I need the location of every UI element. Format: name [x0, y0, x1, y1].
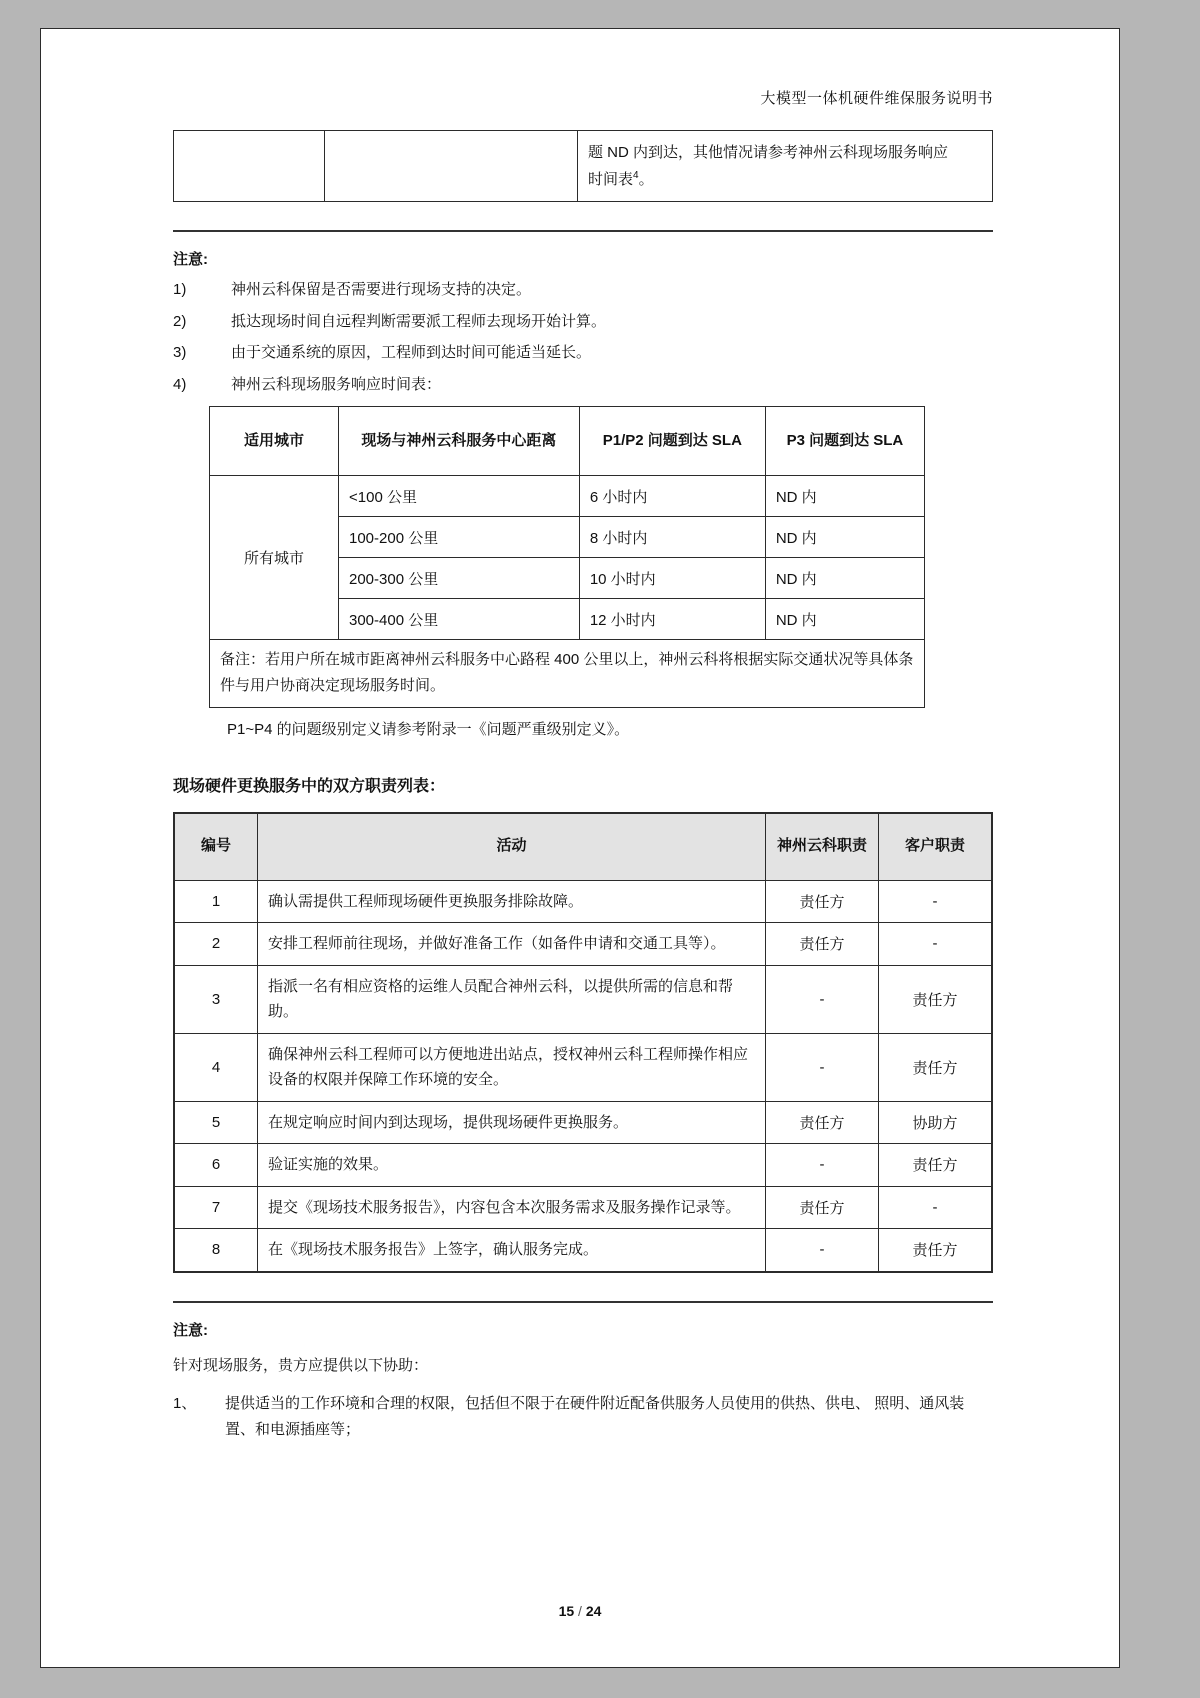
list-item-text: 抵达现场时间自远程判断需要派工程师去现场开始计算。 [231, 312, 607, 330]
notes-list-1 [173, 279, 993, 396]
sla-distance: 300-400 公里 [339, 599, 580, 640]
responsibility-table [173, 812, 993, 1273]
resp-activity: 确认需提供工程师现场硬件更换服务排除故障。 [258, 880, 766, 923]
resp-owner: 责任方 [766, 1186, 879, 1229]
list-item-number: 1) [173, 281, 187, 298]
table-row [174, 1033, 992, 1101]
footer-separator: / [578, 1603, 582, 1619]
list-item [173, 374, 993, 397]
notes-lead-2: 针对现场服务，贵方应提供以下协助： [173, 1356, 429, 1374]
notes-label-2: 注意: [173, 1321, 208, 1339]
continuation-cell-3 [578, 131, 993, 202]
resp-customer: 协助方 [879, 1101, 993, 1144]
list-item [173, 311, 993, 334]
footer-total-pages: 24 [585, 1603, 602, 1619]
list-item-text: 神州云科现场服务响应时间表： [231, 375, 442, 393]
resp-no: 4 [174, 1033, 258, 1101]
table-row [174, 1186, 992, 1229]
continuation-line-2-text: 时间表 [588, 171, 634, 188]
list-item-number: 4) [173, 375, 187, 393]
resp-customer: - [879, 923, 993, 966]
notes-list-2 [173, 1391, 993, 1444]
resp-header-owner: 神州云科职责 [766, 813, 879, 881]
resp-activity: 确保神州云科工程师可以方便地进出站点，授权神州云科工程师操作相应设备的权限并保障工作环境的安全。 [258, 1033, 766, 1101]
table-row [174, 1101, 992, 1144]
table-row [210, 476, 925, 517]
footer-page-number: 15 [558, 1603, 575, 1619]
resp-header-customer: 客户职责 [879, 813, 993, 881]
resp-no: 8 [174, 1229, 258, 1272]
resp-customer: - [879, 1186, 993, 1229]
list-item-line-2: 照明、通风装置、和电源插座等； [225, 1394, 965, 1438]
resp-no: 6 [174, 1144, 258, 1187]
table-row [174, 131, 993, 202]
list-item-line-1: 提供适当的工作环境和合理的权限，包括但不限于在硬件附近配备供服务人员使用的供热、供电、 [225, 1394, 871, 1412]
section-heading-responsibilities: 现场硬件更换服务中的双方职责列表： [173, 777, 446, 795]
resp-owner: - [766, 1144, 879, 1187]
list-item-number: 2) [173, 312, 187, 330]
resp-activity: 安排工程师前往现场，并做好准备工作（如备件申请和交通工具等）。 [258, 923, 766, 966]
table-header-row [174, 813, 992, 881]
sla-city-value: 所有城市 [210, 476, 339, 640]
resp-no: 3 [174, 965, 258, 1033]
sla-header-city: 适用城市 [210, 407, 339, 476]
resp-owner: 责任方 [766, 1101, 879, 1144]
table-row [174, 923, 992, 966]
sla-header-p3: P3 问题到达 SLA [765, 407, 924, 476]
resp-no: 2 [174, 923, 258, 966]
sla-p12: 8 小时内 [579, 517, 765, 558]
sla-p3: ND 内 [765, 517, 924, 558]
continuation-line-2-end: 。 [638, 171, 654, 188]
sla-header-distance: 现场与神州云科服务中心距离 [339, 407, 580, 476]
sla-p12: 10 小时内 [579, 558, 765, 599]
list-item [173, 342, 993, 365]
table-row [174, 965, 992, 1033]
sla-p12: 12 小时内 [579, 599, 765, 640]
notes-label-1: 注意: [173, 251, 208, 268]
sla-distance: 100-200 公里 [339, 517, 580, 558]
sla-p3: ND 内 [765, 476, 924, 517]
table-row [174, 880, 992, 923]
continuation-line-1: 题 ND 内到达，其他情况请参考神州云科现场服务响应 [588, 144, 949, 161]
table-header-row [210, 407, 925, 476]
footnote-marker: 4 [633, 170, 639, 181]
list-item [173, 279, 993, 302]
document-page [40, 28, 1120, 1668]
resp-customer: 责任方 [879, 1033, 993, 1101]
list-item [173, 1391, 993, 1444]
resp-activity: 提交《现场技术服务报告》，内容包含本次服务需求及服务操作记录等。 [258, 1186, 766, 1229]
resp-activity: 指派一名有相应资格的运维人员配合神州云科，以提供所需的信息和帮助。 [258, 965, 766, 1033]
sla-p3: ND 内 [765, 599, 924, 640]
sla-distance: 200-300 公里 [339, 558, 580, 599]
list-item-number: 3) [173, 344, 187, 361]
resp-owner: 责任方 [766, 880, 879, 923]
page-footer [41, 1603, 1119, 1619]
divider-bottom [173, 1301, 993, 1303]
sla-header-p12: P1/P2 问题到达 SLA [579, 407, 765, 476]
resp-activity: 验证实施的效果。 [258, 1144, 766, 1187]
list-item-number: 1、 [173, 1394, 197, 1412]
sla-table-wrapper [209, 406, 925, 708]
resp-header-activity: 活动 [258, 813, 766, 881]
resp-customer: - [879, 880, 993, 923]
resp-owner: - [766, 965, 879, 1033]
table-row [174, 1144, 992, 1187]
sla-p12: 6 小时内 [579, 476, 765, 517]
resp-customer: 责任方 [879, 1229, 993, 1272]
resp-owner: - [766, 1033, 879, 1101]
resp-header-no: 编号 [174, 813, 258, 881]
resp-no: 5 [174, 1101, 258, 1144]
continuation-cell-1 [174, 131, 325, 202]
divider-top [173, 230, 993, 232]
page-header-title: 大模型一体机硬件维保服务说明书 [760, 89, 993, 107]
resp-owner: 责任方 [766, 923, 879, 966]
continuation-cell-2 [325, 131, 578, 202]
sla-p3: ND 内 [765, 558, 924, 599]
page-content [173, 87, 993, 1607]
sla-remark: 备注：若用户所在城市距离神州云科服务中心路程 400 公里以上，神州云科将根据实际交通状况等具体条件与用户协商决定现场服务时间。 [210, 640, 925, 708]
resp-no: 7 [174, 1186, 258, 1229]
p-level-reference: P1~P4 的问题级别定义请参考附录一《问题严重级别定义》。 [227, 720, 630, 738]
resp-customer: 责任方 [879, 965, 993, 1033]
table-row [174, 1229, 992, 1272]
resp-no: 1 [174, 880, 258, 923]
table-row [210, 640, 925, 708]
continuation-line-2 [588, 166, 982, 193]
sla-distance: <100 公里 [339, 476, 580, 517]
list-item-text: 神州云科保留是否需要进行现场支持的决定。 [231, 281, 532, 298]
resp-customer: 责任方 [879, 1144, 993, 1187]
resp-owner: - [766, 1229, 879, 1272]
list-item-text [225, 1391, 993, 1444]
continuation-table [173, 130, 993, 202]
resp-activity: 在规定响应时间内到达现场，提供现场硬件更换服务。 [258, 1101, 766, 1144]
sla-response-time-table [209, 406, 925, 708]
resp-activity: 在《现场技术服务报告》上签字，确认服务完成。 [258, 1229, 766, 1272]
list-item-text: 由于交通系统的原因，工程师到达时间可能适当延长。 [231, 344, 592, 361]
